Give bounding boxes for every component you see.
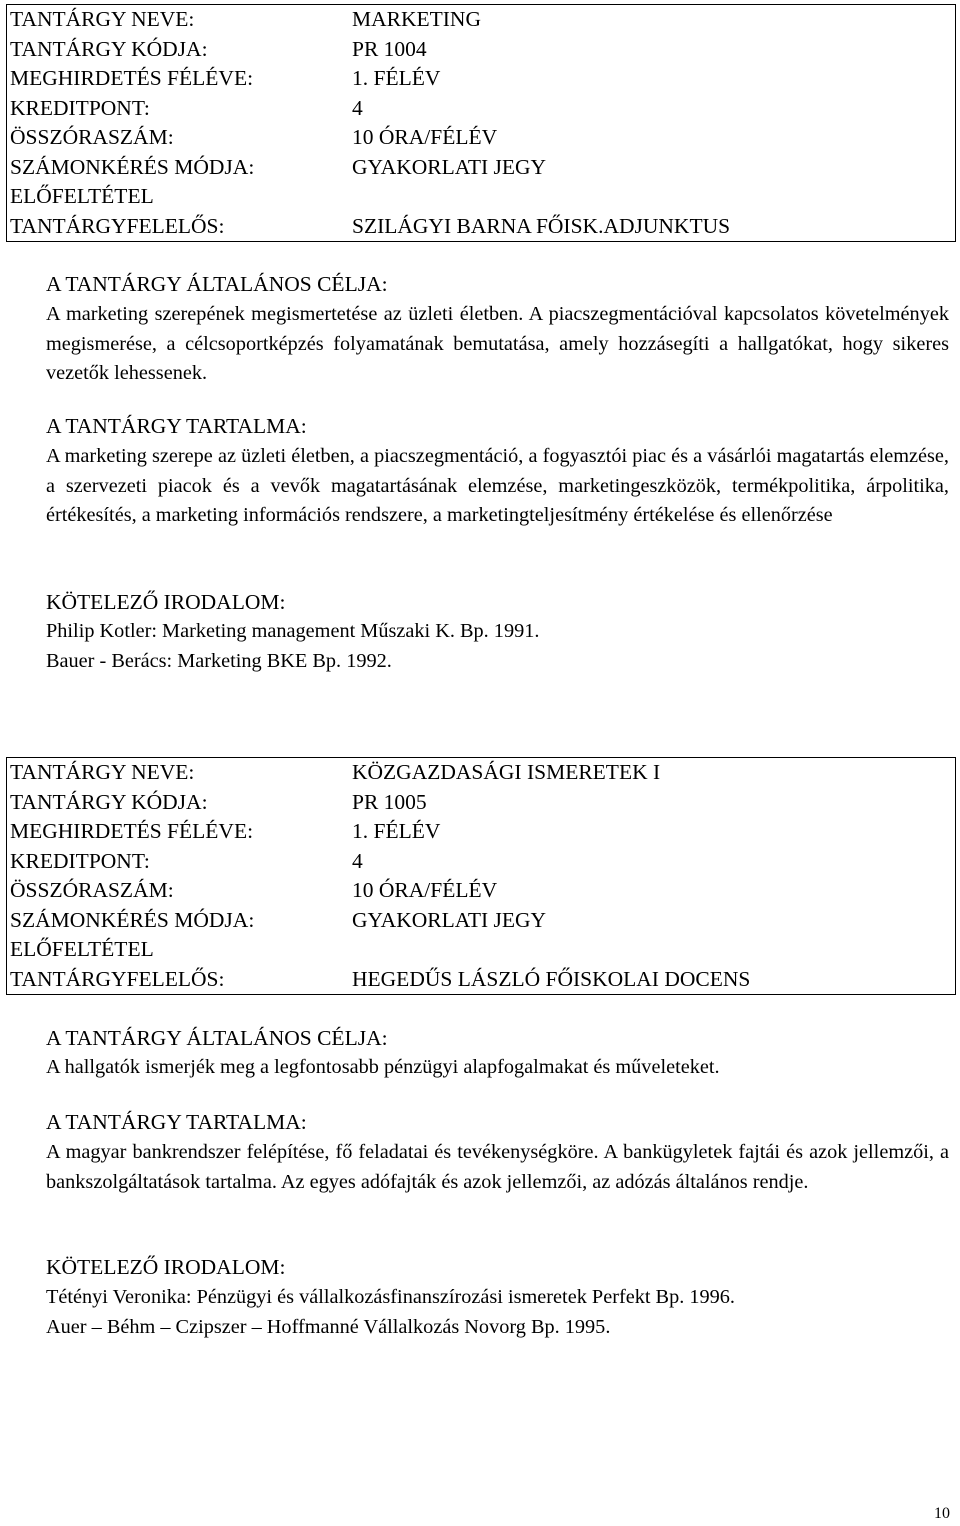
hours-label: ÖSSZÓRASZÁM: (10, 878, 174, 902)
goal-heading: A TANTÁRGY ÁLTALÁNOS CÉLJA: (46, 272, 388, 296)
prerequisite-label: ELŐFELTÉTEL (10, 184, 154, 208)
course-info-table (6, 4, 956, 242)
name-label: TANTÁRGY NEVE: (10, 760, 195, 784)
course-responsible: SZILÁGYI BARNA FŐISK.ADJUNKTUS (352, 213, 731, 238)
assessment-label: SZÁMONKÉRÉS MÓDJA: (10, 907, 255, 932)
literature-item: Philip Kotler: Marketing management Műszaki K. Bp. 1991. (46, 620, 540, 642)
course-hours: 10 ÓRA/FÉLÉV (352, 125, 498, 149)
info-row-responsible (7, 965, 956, 995)
content-text: A marketing szerepe az üzleti életben, a piacszegmentáció, a fogyasztói piac és a vásárlói magatartás elemzése, a szervezeti piacok és a vevők magatartásának elemzése, marketingeszközök, termékpolitika, árpolitika, értékesítés, a marketing információs rendszere, a marketingteljesítmény értékelése és ellenőrzése (46, 445, 949, 526)
course-hours: 10 ÓRA/FÉLÉV (352, 878, 498, 902)
literature-list (46, 617, 949, 676)
content-heading: A TANTÁRGY TARTALMA: (46, 1110, 307, 1134)
content-text: A magyar bankrendszer felépítése, fő feladatai és tevékenységköre. A bankügyletek fajtái és azok jellemzői, a bankszolgáltatások tartalma. Az egyes adófajták és azok jellemzői, az adózás általános rendje. (46, 1141, 949, 1193)
info-row-credits (7, 847, 956, 877)
semester-label: MEGHIRDETÉS FÉLÉVE: (10, 819, 254, 843)
course-credits: 4 (352, 848, 363, 873)
assessment-label: SZÁMONKÉRÉS MÓDJA: (10, 154, 255, 179)
literature-heading: KÖTELEZŐ IRODALOM: (46, 1255, 286, 1279)
info-row-name (7, 758, 956, 788)
info-row-name (7, 5, 956, 35)
code-label: TANTÁRGY KÓDJA: (10, 789, 208, 814)
goal-text: A hallgatók ismerjék meg a legfontosabb pénzügyi alapfogalmakat és műveleteket. (46, 1056, 720, 1078)
name-label: TANTÁRGY NEVE: (10, 7, 195, 31)
semester-label: MEGHIRDETÉS FÉLÉVE: (10, 66, 254, 90)
code-label: TANTÁRGY KÓDJA: (10, 36, 208, 61)
info-row-assessment (7, 906, 956, 936)
literature-list (46, 1283, 949, 1342)
course-prerequisite (352, 935, 956, 965)
info-row-hours (7, 123, 956, 153)
info-row-hours (7, 876, 956, 906)
responsible-label: TANTÁRGYFELELŐS: (10, 966, 225, 991)
info-row-prerequisite (7, 935, 956, 965)
info-row-responsible (7, 212, 956, 242)
course-code: PR 1005 (352, 789, 427, 814)
literature-item: Bauer - Berács: Marketing BKE Bp. 1992. (46, 649, 392, 672)
course-semester: 1. FÉLÉV (352, 819, 441, 843)
goal-heading: A TANTÁRGY ÁLTALÁNOS CÉLJA: (46, 1026, 388, 1050)
course-assessment: GYAKORLATI JEGY (352, 907, 547, 932)
course-name: KÖZGAZDASÁGI ISMERETEK I (352, 760, 661, 784)
hours-label: ÖSSZÓRASZÁM: (10, 125, 174, 149)
goal-text: A marketing szerepének megismertetése az üzleti életben. A piacszegmentációval kapcsolatos követelmények megismerése, a célcsoportképzés folyamatának bemutatása, amely hozzásegíti a hallgatókat, hogy sikeres vezetők lehessenek. (46, 303, 949, 384)
course-assessment: GYAKORLATI JEGY (352, 154, 547, 179)
info-row-assessment (7, 153, 956, 183)
literature-item: Auer – Béhm – Czipszer – Hoffmanné Vállalkozás Novorg Bp. 1995. (46, 1315, 611, 1338)
course-info-table (6, 757, 956, 995)
course-code: PR 1004 (352, 36, 427, 61)
credits-label: KREDITPONT: (10, 95, 150, 120)
literature-heading: KÖTELEZŐ IRODALOM: (46, 590, 286, 614)
content-heading: A TANTÁRGY TARTALMA: (46, 414, 307, 438)
literature-item: Tétényi Veronika: Pénzügyi és vállalkozásfinanszírozási ismeretek Perfekt Bp. 1996. (46, 1286, 735, 1308)
info-row-semester (7, 64, 956, 94)
prerequisite-label: ELŐFELTÉTEL (10, 937, 154, 961)
course-prerequisite (352, 182, 956, 212)
course-responsible: HEGEDŰS LÁSZLÓ FŐISKOLAI DOCENS (352, 966, 751, 991)
course-semester: 1. FÉLÉV (352, 66, 441, 90)
course-name: MARKETING (352, 7, 481, 31)
responsible-label: TANTÁRGYFELELŐS: (10, 213, 225, 238)
course-credits: 4 (352, 95, 363, 120)
info-row-semester (7, 817, 956, 847)
info-row-prerequisite (7, 182, 956, 212)
info-row-code (7, 35, 956, 65)
info-row-code (7, 788, 956, 818)
page-number: 10 (934, 1505, 950, 1522)
info-row-credits (7, 94, 956, 124)
credits-label: KREDITPONT: (10, 848, 150, 873)
